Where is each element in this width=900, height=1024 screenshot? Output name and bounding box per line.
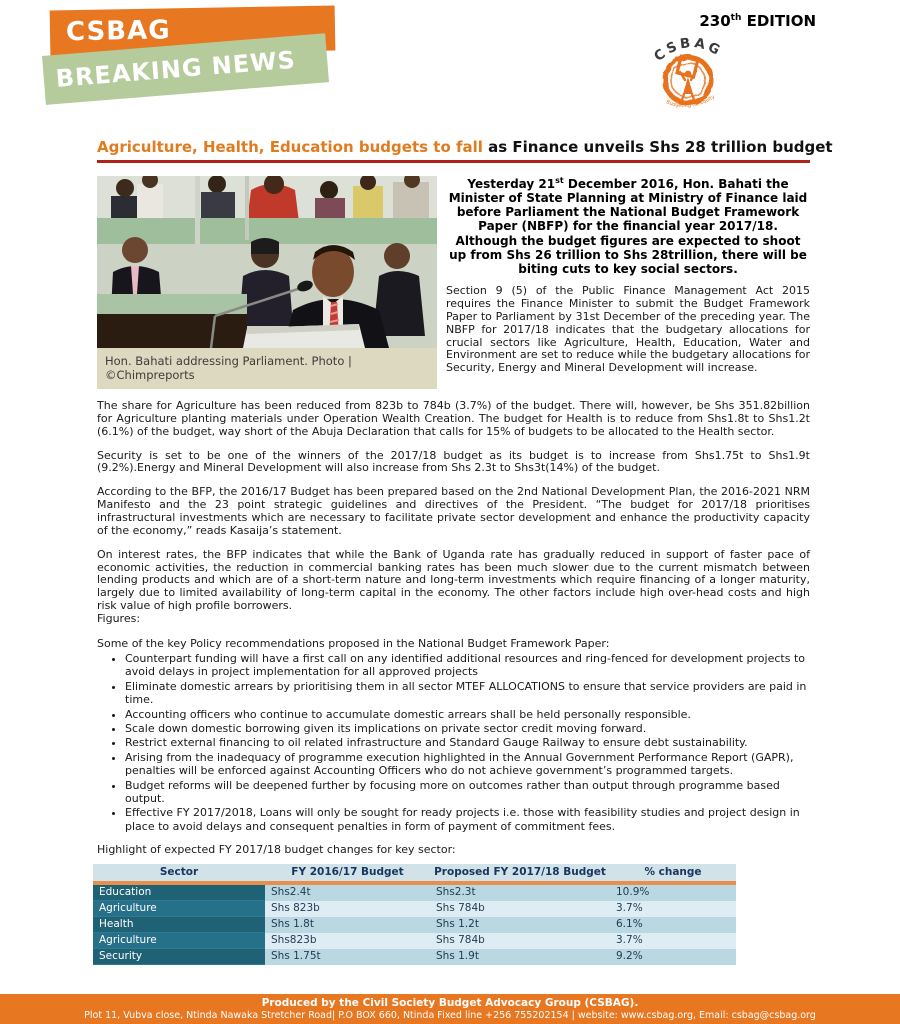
cell-pct-change: 3.7%: [610, 933, 736, 949]
footer-contact-line: Plot 11, Vubva close, Ntinda Nawaka Stretcher Road| P.O BOX 660, Ntinda Fixed line +256 755202154 | website: www.csbag.org, Email: csbag@csbag.org: [84, 1010, 816, 1021]
cell-proposed-budget: Shs 784b: [430, 901, 610, 917]
cell-pct-change: 3.7%: [610, 901, 736, 917]
cell-proposed-budget: Shs2.3t: [430, 883, 610, 901]
paragraph-interest-rates: On interest rates, the BFP indicates that while the Bank of Uganda rate has gradually reduced in support of faster pace of economic activities, the reduction in commercial banking rates has been much slower due to the current mismatch between lending products and which are of a short-term nature and long-term investments which require financing of a longer maturity, largely due to limited availability of long-term capital in the economy. The other factors include high over-head costs and high risk value of high profile borrowers.: [97, 547, 810, 613]
svg-text:Budgeting for equity: Budgeting for equity: [665, 93, 717, 110]
cell-pct-change: 6.1%: [610, 917, 736, 933]
table-row: [93, 917, 736, 933]
breaking-news-text: BREAKING NEWS: [54, 45, 297, 93]
header-sector: Sector: [93, 864, 265, 883]
cell-fy-budget: Shs2.4t: [265, 883, 430, 901]
table-row: [93, 949, 736, 965]
policy-bullet: • Budget reforms will be deepened further by focusing more on outcomes rather than output through programme based output.: [125, 779, 810, 806]
edition-label: 230th EDITION: [699, 12, 816, 30]
parliament-photo-figure: [97, 176, 437, 389]
paragraph-security: Security is set to be one of the winners of the 2017/18 budget as its budget is to increase from Shs1.75t to Shs1.9t (9.2%).Energy and Mineral Development will also increase from Shs 2.3t to Shs3t(14%) of the budget.: [97, 448, 810, 475]
cell-pct-change: 10.9%: [610, 883, 736, 901]
header-pct-change: % change: [610, 864, 736, 883]
policy-bullet: • Restrict external financing to oil related infrastructure and Standard Gauge Railway to ensure debt sustainability.: [125, 736, 810, 749]
policy-bullet: • Accounting officers who continue to accumulate domestic arrears shall be held personally responsible.: [125, 708, 810, 721]
table-intro: Highlight of expected FY 2017/18 budget changes for key sector:: [97, 843, 456, 857]
cell-sector: Agriculture: [93, 933, 265, 949]
svg-text:CSBAG: CSBAG: [651, 34, 726, 65]
table-row: [93, 933, 736, 949]
paragraph-section9: Section 9 (5) of the Public Finance Management Act 2015 requires the Finance Minister to submit the Budget Framework Paper to Parliament by 31st December of the preceding year. The NBFP for 2017/18 indicates that the budgetary allocations for crucial sectors like Agriculture, Health, Education, Water and Environment are set to reduce while the budgetary allocations for Security, Energy and Mineral Development will increase.: [446, 284, 810, 375]
budget-table: [93, 864, 736, 965]
header-fy-2016-17: FY 2016/17 Budget: [265, 864, 430, 883]
parliament-photo: [97, 176, 437, 348]
cell-sector: Health: [93, 917, 265, 933]
csbag-logo-icon: [638, 26, 738, 118]
policy-bullet: • Scale down domestic borrowing given its implications on private sector credit moving forward.: [125, 722, 810, 735]
headline: [97, 138, 833, 157]
cell-proposed-budget: Shs 1.9t: [430, 949, 610, 965]
headline-highlight: Agriculture, Health, Education budgets to fall: [97, 138, 483, 156]
cell-fy-budget: Shs 823b: [265, 901, 430, 917]
cell-sector: Security: [93, 949, 265, 965]
figures-label: Figures:: [97, 612, 141, 626]
cell-fy-budget: Shs 1.75t: [265, 949, 430, 965]
policy-bullet: • Effective FY 2017/2018, Loans will only be sought for ready projects i.e. those with feasibility studies and project design in place to avoid delays and consequent penalties in form of payment of commitment fees.: [125, 806, 810, 833]
table-header-row: [93, 864, 736, 883]
cell-fy-budget: Shs 1.8t: [265, 917, 430, 933]
cell-proposed-budget: Shs 1.2t: [430, 917, 610, 933]
paragraph-bfp: According to the BFP, the 2016/17 Budget has been prepared based on the 2nd National Development Plan, the 2016-2021 NRM Manifesto and the 23 point strategic guidelines and directives of the President. “The budget for 2017/18 prioritises infrastructural investments which are necessary to facilitate private sector development and enhance the productivity capacity of the economy,” reads Kasaija’s statement.: [97, 485, 810, 537]
table-row: [93, 901, 736, 917]
cell-sector: Agriculture: [93, 901, 265, 917]
policy-bullet: • Arising from the inadequacy of programme execution highlighted in the Annual Government Performance Report (GAPR), penalties will be enforced against Accounting Officers who do not achieve government’s programmed targets.: [125, 751, 810, 778]
table-row: [93, 883, 736, 901]
footer-produced-by: Produced by the Civil Society Budget Advocacy Group (CSBAG).: [261, 997, 639, 1009]
cell-proposed-budget: Shs 784b: [430, 933, 610, 949]
brand-text: CSBAG: [65, 15, 171, 48]
article-body: [97, 138, 833, 965]
cell-pct-change: 9.2%: [610, 949, 736, 965]
headline-rule: [97, 160, 810, 163]
photo-caption: Hon. Bahati addressing Parliament. Photo |©Chimpreports: [97, 348, 437, 389]
header-proposed-fy-2017-18: Proposed FY 2017/18 Budget: [430, 864, 610, 883]
paragraph-agriculture: The share for Agriculture has been reduced from 823b to 784b (3.7%) of the budget. There will, however, be Shs 351.82billion for Agriculture planting materials under Operation Wealth Creation. The budget for Health is to reduce from Shs1.8t to Shs1.2t (6.1%) of the budget, way short of the Abuja Declaration that calls for 15% of budgets to be allocated to the Health sector.: [97, 399, 810, 438]
cell-sector: Education: [93, 883, 265, 901]
cell-fy-budget: Shs823b: [265, 933, 430, 949]
headline-rest: as Finance unveils Shs 28 trillion budget: [482, 138, 833, 156]
policy-bullet: • Counterpart funding will have a first call on any identified additional resources and ring-fenced for development projects to avoid delays in project implementation for all approved projects: [125, 652, 810, 679]
policy-intro: Some of the key Policy recommendations proposed in the National Budget Framework Paper:: [97, 636, 610, 650]
policy-bullet: • Eliminate domestic arrears by prioritising them in all sector MTEF ALLOCATIONS to ensure that service providers are paid in time.: [125, 680, 810, 707]
lead-paragraph: Yesterday 21st December 2016, Hon. Bahati the Minister of State Planning at Ministry of Finance laid before Parliament the National Budget Framework Paper (NBFP) for the financial year 2017/18. Although the budget figures are expected to shoot up from Shs 26 trillion to Shs 28trillion, there will be biting cuts to key social sectors.: [448, 176, 808, 276]
footer-band: [0, 994, 900, 1024]
policy-bullet-list: [125, 652, 810, 833]
